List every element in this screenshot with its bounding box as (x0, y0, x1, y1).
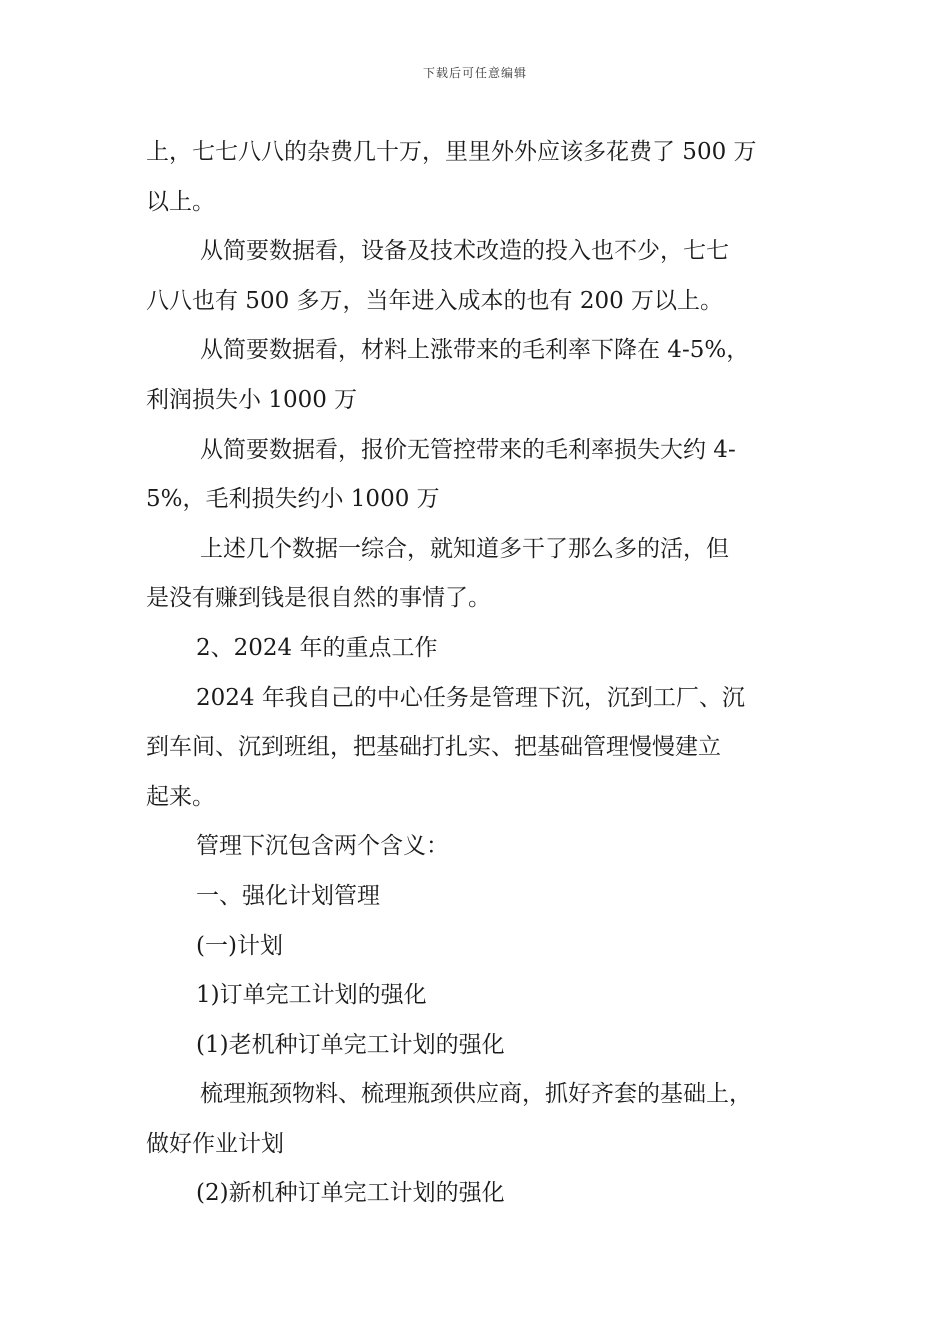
subsection-heading: (2)新机种订单完工计划的强化 (196, 1180, 505, 1207)
text-line: 到车间、沉到班组，把基础打扎实、把基础管理慢慢建立 (146, 734, 721, 761)
paragraph-start: 管理下沉包含两个含义： (196, 833, 449, 860)
subsection-heading: (1)老机种订单完工计划的强化 (196, 1031, 505, 1058)
text-line: 5%，毛利损失约小 1000 万 (146, 486, 440, 513)
paragraph-start: 从简要数据看，设备及技术改造的投入也不少，七七 (200, 238, 729, 265)
paragraph-start: 2024 年我自己的中心任务是管理下沉，沉到工厂、沉 (196, 684, 745, 711)
text-line: 上，七七八八的杂费几十万，里里外外应该多花费了 500 万 (146, 139, 757, 165)
section-heading: 一、强化计划管理 (196, 882, 380, 909)
paragraph-start: 梳理瓶颈物料、梳理瓶颈供应商，抓好齐套的基础上， (200, 1081, 752, 1108)
body-text (146, 128, 818, 1219)
subsection-heading: (一)计划 (196, 932, 283, 959)
text-line: 做好作业计划 (146, 1130, 284, 1157)
paragraph-start: 上述几个数据一综合，就知道多干了那么多的活，但 (200, 535, 729, 562)
page-header: 下载后可任意编辑 (422, 66, 527, 80)
text-line: 起来。 (146, 783, 215, 810)
text-line: 以上。 (146, 188, 215, 215)
paragraph-start: 从简要数据看，报价无管控带来的毛利率损失大约 4- (200, 436, 736, 463)
subsection-heading: 1)订单完工计划的强化 (196, 982, 427, 1009)
section-heading: 2、2024 年的重点工作 (196, 634, 438, 661)
text-line: 利润损失小 1000 万 (146, 386, 358, 413)
paragraph-start: 从简要数据看，材料上涨带来的毛利率下降在 4-5%， (200, 337, 750, 364)
text-line: 八八也有 500 多万，当年进入成本的也有 200 万以上。 (146, 287, 724, 314)
text-line: 是没有赚到钱是很自然的事情了。 (146, 585, 491, 612)
